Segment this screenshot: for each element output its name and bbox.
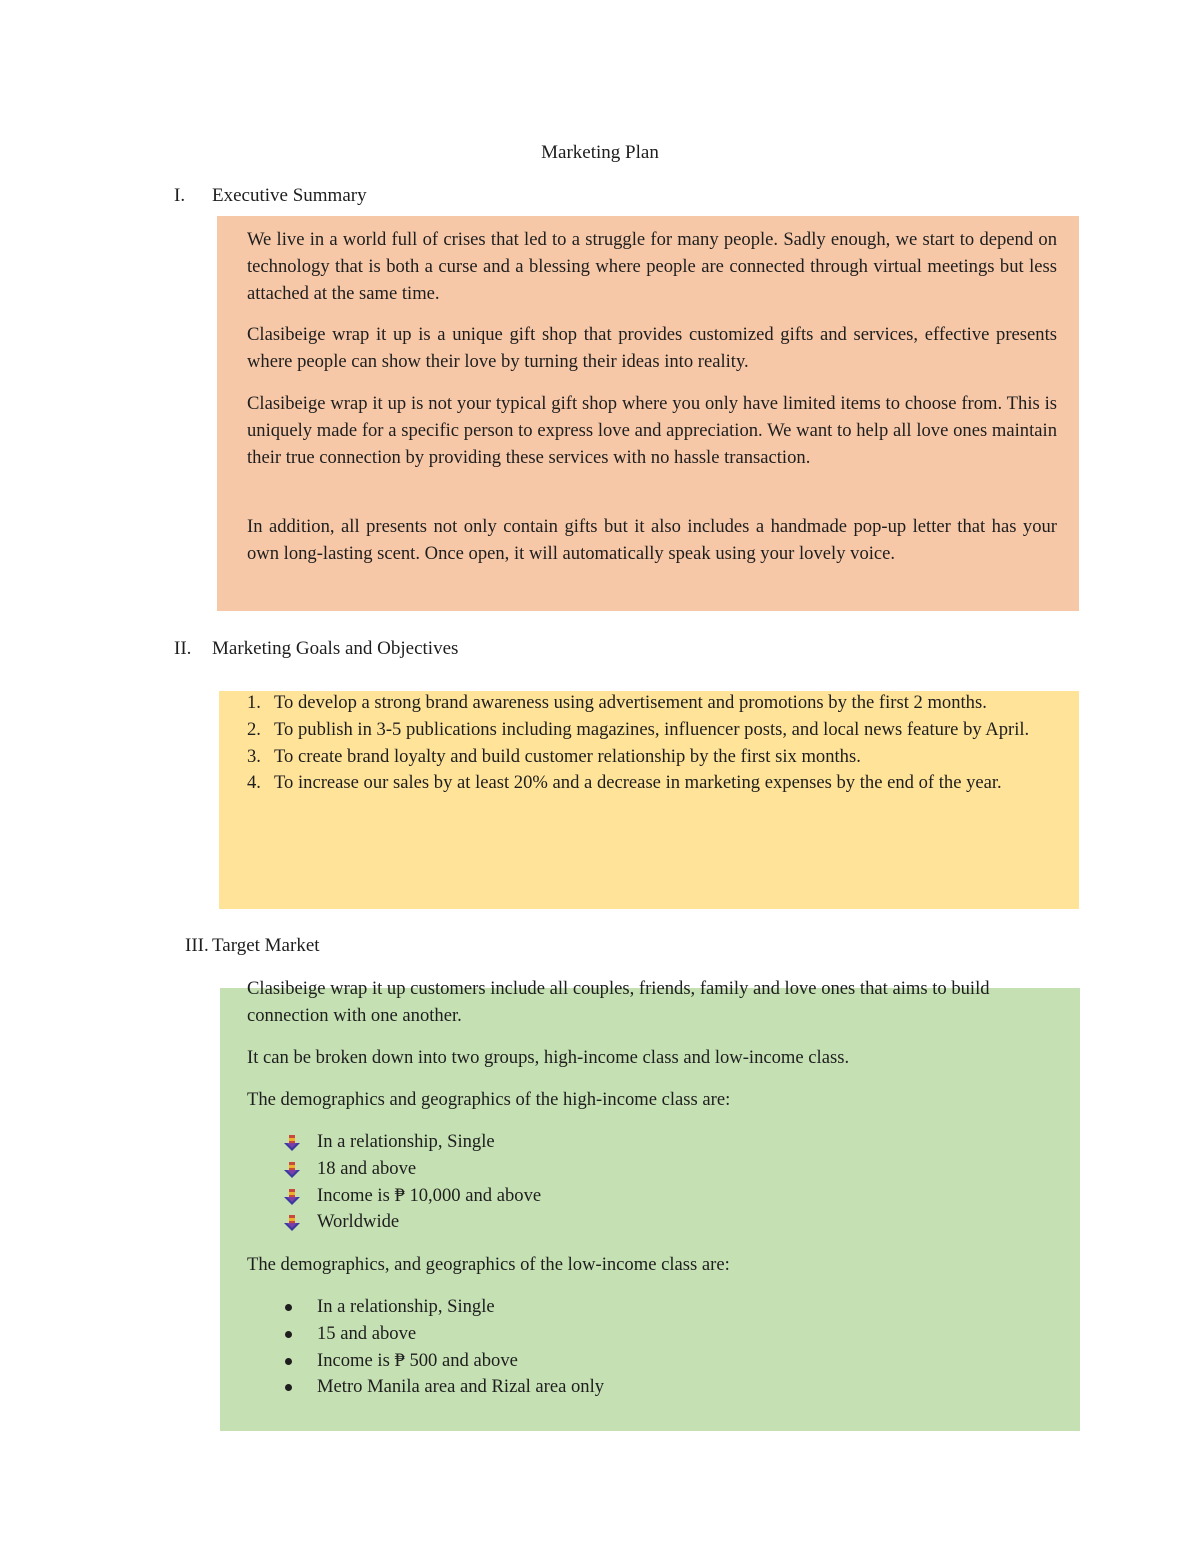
list-item-text: 18 and above — [317, 1157, 417, 1179]
list-item-text: Metro Manila area and Rizal area only — [317, 1376, 605, 1398]
list-item-text: To increase our sales by at least 20% and a decrease in marketing expenses by the end of the year. — [274, 772, 1002, 794]
exec-paragraph-1: We live in a world full of crises that led to a struggle for many people. Sadly enough, we start to depend on technology that is both a curse and a blessing where people are connected through virtual meetings but less attached at the same time. — [247, 229, 1057, 304]
down-arrow-bullet-icon — [284, 1215, 300, 1231]
section-number: II. — [174, 638, 192, 659]
list-item — [284, 1183, 541, 1210]
section-heading-target-market — [185, 935, 320, 957]
list-item — [284, 1348, 604, 1375]
section-number: I. — [174, 185, 186, 206]
section-heading-goals — [174, 638, 458, 660]
list-item — [247, 690, 1057, 717]
list-item — [247, 770, 1057, 797]
section-number: III. — [185, 935, 209, 956]
list-item — [284, 1294, 604, 1321]
list-item-text: In a relationship, Single — [317, 1296, 495, 1317]
list-item-text: To create brand loyalty and build customer relationship by the first six months. — [274, 745, 861, 767]
exec-paragraph-3: Clasibeige wrap it up is not your typical gift shop where you only have limited items to choose from. This is uniquely made for a specific person to express love and appreciation. We want to help all love ones maintain their true connection by providing these services with no hassle transaction. — [247, 393, 1057, 468]
down-arrow-bullet-icon — [284, 1162, 300, 1178]
page-title: Marketing Plan — [541, 142, 659, 163]
target-intro-paragraph: Clasibeige wrap it up customers include all couples, friends, family and love ones that aims to build connection with one another. — [247, 978, 990, 1026]
list-item — [247, 744, 1057, 771]
list-item — [284, 1321, 604, 1348]
down-arrow-bullet-icon — [284, 1189, 300, 1205]
list-number: 4. — [247, 772, 261, 794]
exec-paragraph-4: In addition, all presents not only contain gifts but it also includes a handmade pop-up letter that has your own long-lasting scent. Once open, it will automatically speak using your lovely voice. — [247, 516, 1057, 564]
bullet-dot-icon — [285, 1331, 292, 1338]
low-income-intro: The demographics, and geographics of the low-income class are: — [247, 1254, 730, 1275]
list-item-text: To publish in 3-5 publications including magazines, influencer posts, and local news feature by April. — [274, 718, 1030, 740]
down-arrow-bullet-icon — [284, 1135, 300, 1151]
list-number: 2. — [247, 718, 261, 740]
low-income-list — [284, 1294, 604, 1401]
bullet-dot-icon — [285, 1304, 292, 1311]
list-item — [284, 1209, 541, 1236]
section-title: Marketing Goals and Objectives — [212, 638, 459, 659]
high-income-list — [284, 1129, 541, 1236]
section-title: Target Market — [212, 935, 320, 956]
bullet-dot-icon — [285, 1358, 292, 1365]
list-item — [284, 1129, 541, 1156]
list-item-text: In a relationship, Single — [317, 1131, 495, 1152]
list-item — [284, 1374, 604, 1401]
list-item — [284, 1156, 541, 1183]
list-item-text: Worldwide — [317, 1211, 400, 1233]
list-item-text: Income is ₱ 10,000 and above — [317, 1184, 542, 1206]
list-item-text: Income is ₱ 500 and above — [317, 1349, 518, 1371]
high-income-intro: The demographics and geographics of the high-income class are: — [247, 1089, 731, 1110]
goals-list — [247, 690, 1057, 797]
bullet-dot-icon — [285, 1384, 292, 1391]
list-item — [247, 717, 1057, 744]
exec-paragraph-2: Clasibeige wrap it up is a unique gift shop that provides customized gifts and services, effective presents where people can show their love by turning their ideas into reality. — [247, 324, 1057, 372]
target-groups-paragraph: It can be broken down into two groups, high-income class and low-income class. — [247, 1047, 850, 1068]
list-item-text: 15 and above — [317, 1322, 417, 1344]
list-number: 1. — [247, 692, 261, 713]
section-heading-executive-summary — [174, 185, 367, 207]
list-number: 3. — [247, 745, 261, 767]
section-title: Executive Summary — [212, 185, 367, 206]
list-item-text: To develop a strong brand awareness using advertisement and promotions by the first 2 months. — [274, 692, 987, 713]
